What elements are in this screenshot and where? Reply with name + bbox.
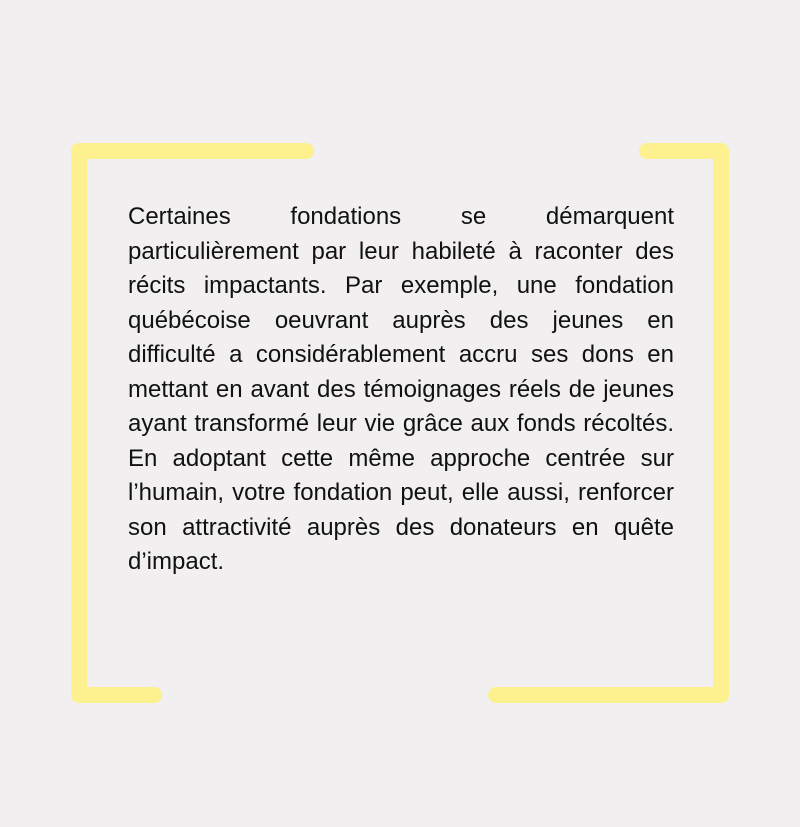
frame-bracket-left-vertical (71, 143, 87, 703)
frame-bracket-bottom-left-horizontal (71, 687, 162, 703)
frame-bracket-bottom-right-horizontal (488, 687, 729, 703)
frame-bracket-right-vertical (713, 143, 729, 703)
quote-paragraph: Certaines fondations se démarquent particulièrement par leur habileté à raconter des récits impactants. Par exemple, une fondation québécoise oeuvrant auprès des jeunes en difficulté a considérablement accru ses dons en mettant en avant des témoignages réels de jeunes ayant transformé leur vie grâce aux fonds récoltés. En adoptant cette même approche centrée sur l’humain, votre fondation peut, elle aussi, renforcer son attractivité auprès des donateurs en quête d’impact. (128, 203, 674, 575)
frame-bracket-top-left-horizontal (71, 143, 314, 159)
